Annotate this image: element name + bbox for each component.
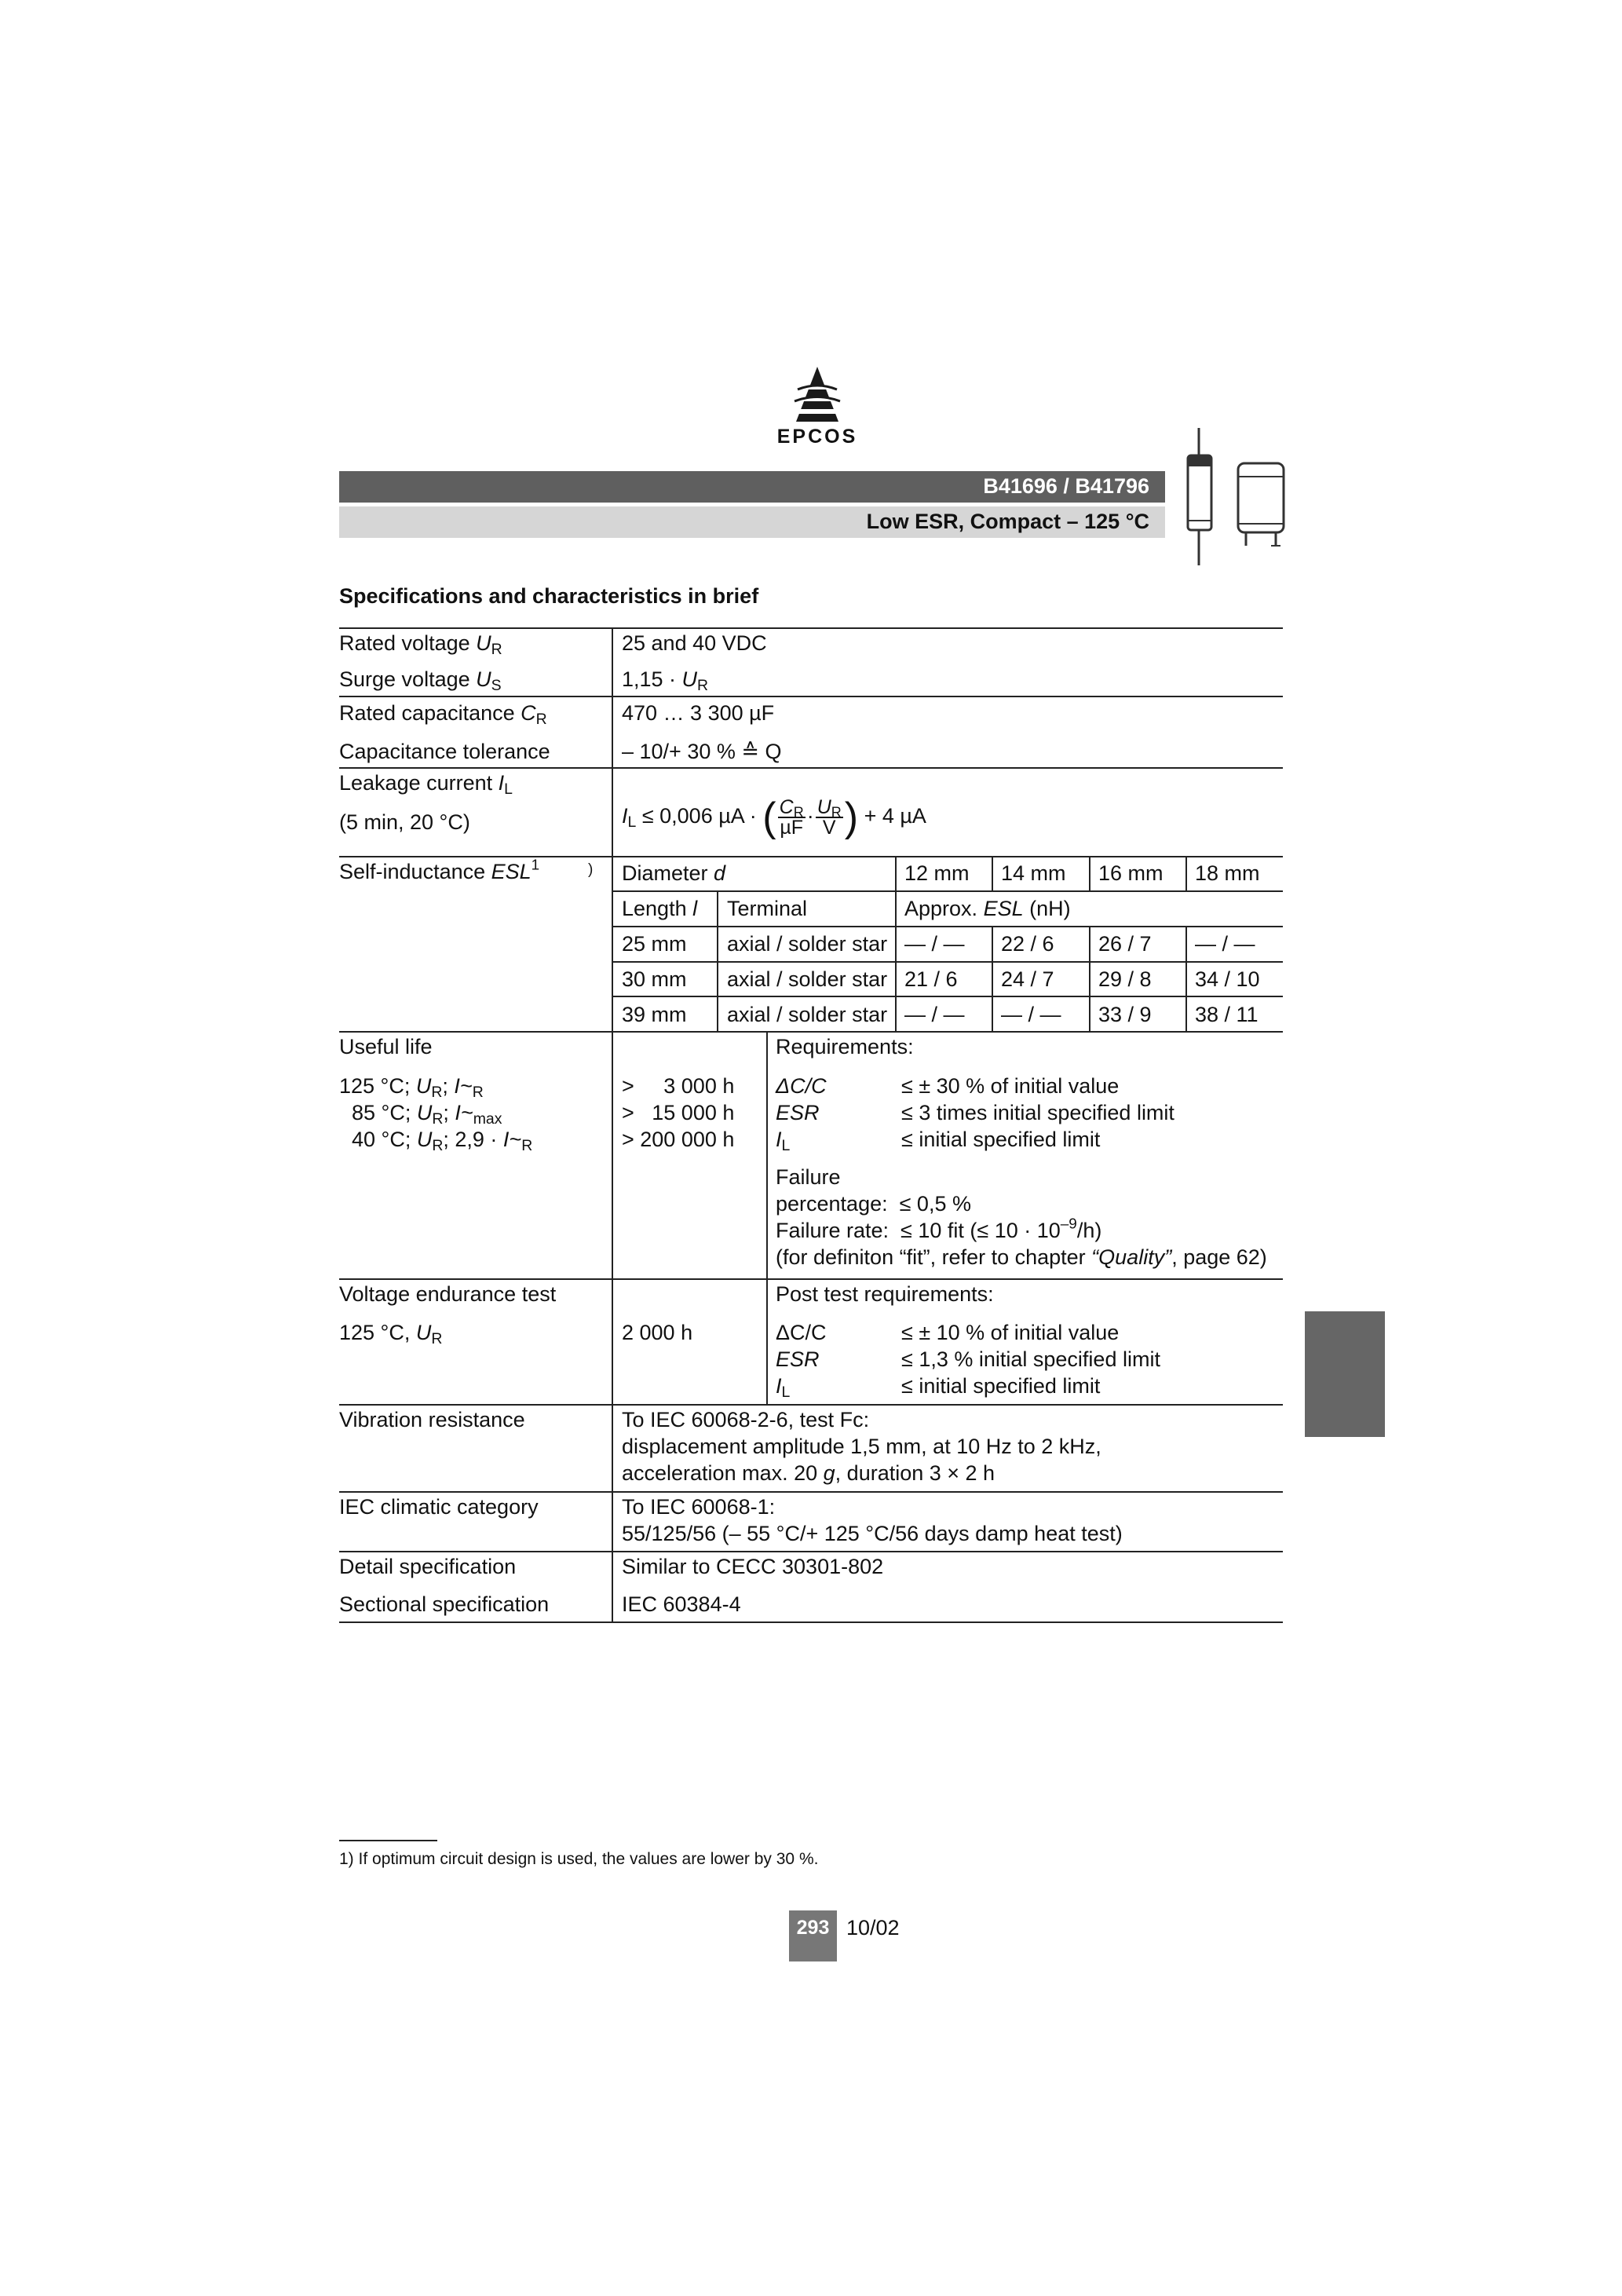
useful-life-condition: 125 °C; $U_R$; $I\sim_R$ [339,1074,484,1101]
epcos-logo-icon [766,363,868,426]
table-cell: — / — [904,932,965,956]
self-inductance-footnote-close: ) [588,861,594,878]
esl-diameter-14: 14 mm [1001,861,1066,885]
page-date: 10/02 [846,1916,900,1940]
voltage-endurance-duration: 2 000 h [622,1321,693,1344]
series-title-bar [339,506,1165,538]
footnote-rule [339,1840,437,1841]
requirement-value: ≤ ± 30 % of initial value [901,1074,1120,1098]
requirement-param: $I_L$ [776,1374,791,1401]
post-test-title: Post test requirements: [776,1282,994,1306]
iec-climatic-line: 55/125/56 (– 55 °C/+ 125 °C/56 days damp heat test) [622,1522,1123,1545]
esl-approx-header: Approx. ESL (nH) [904,897,1071,920]
esl-terminal-header: Terminal [727,897,808,920]
rated-voltage-value: 25 and 40 VDC [622,631,767,655]
capacitance-tolerance-value: – 10/+ 30 % ≙ Q [622,740,782,763]
surge-voltage-label: Surge voltage $U_S$ [339,667,502,694]
useful-life-hours: > 200 000 h [622,1128,735,1151]
detail-spec-label: Detail specification [339,1555,517,1578]
useful-life-hours: > 15 000 h [622,1101,735,1124]
leakage-current-formula: $I_L \le 0,006$ µA · ( $\frac{C_R}{\text{µF}}$ · $\frac{U_R}{V}$ ) + 4 µA [622,794,926,840]
fit-note: (for definiton “fit”, refer to chapter “Quality”, page 62) [776,1245,1267,1269]
table-row-length: 39 mm [622,1003,687,1026]
requirement-param: ESR [776,1101,820,1124]
table-cell: 21 / 6 [904,967,958,991]
failure-label: Failure [776,1165,841,1189]
iec-climatic-line: To IEC 60068-1: [622,1495,776,1519]
requirement-value: ≤ ± 10 % of initial value [901,1321,1120,1344]
series-title: Low ESR, Compact – 125 °C [866,510,1149,533]
requirement-value: ≤ initial specified limit [901,1128,1101,1151]
page-number-box [789,1910,837,1961]
table-cell: 33 / 9 [1098,1003,1152,1026]
failure-rate: Failure rate: ≤ 10 fit (≤ $10 \cdot 10^{-9}/h$) [776,1216,1102,1242]
section-title: Specifications and characteristics in brief [339,584,759,608]
vibration-line: acceleration max. 20 g, duration 3 × 2 h [622,1461,995,1485]
self-inductance-label: Self-inductance ESL$^1$ [339,857,540,883]
vibration-label: Vibration resistance [339,1408,525,1431]
requirement-param: ΔC/C [776,1321,827,1344]
surge-voltage-value: $1,15 \cdot U_R$ [622,667,709,694]
footnote: 1) If optimum circuit design is used, the values are lower by 30 %. [339,1850,819,1868]
table-row-terminal: axial / solder star [727,1003,888,1026]
table-cell: — / — [1001,1003,1061,1026]
table-cell: 26 / 7 [1098,932,1152,956]
table-cell: 22 / 6 [1001,932,1054,956]
table-cell: 24 / 7 [1001,967,1054,991]
capacitor-illustrations [1182,428,1299,565]
leakage-current-condition: (5 min, 20 °C) [339,810,470,834]
rated-capacitance-label: Rated capacitance $C_R$ [339,701,547,728]
table-row-length: 30 mm [622,967,687,991]
requirement-param: ΔC/C [776,1074,827,1098]
part-numbers: B41696 / B41796 [983,474,1149,498]
table-row-length: 25 mm [622,932,687,956]
sectional-spec-label: Sectional specification [339,1592,550,1616]
requirement-param: ESR [776,1347,820,1371]
esl-diameter-header: Diameter d [622,861,726,885]
requirement-value: ≤ initial specified limit [901,1374,1101,1398]
table-cell: 29 / 8 [1098,967,1152,991]
capacitance-tolerance-label: Capacitance tolerance [339,740,550,763]
failure-percentage: percentage: ≤ 0,5 % [776,1192,971,1216]
esl-diameter-18: 18 mm [1195,861,1260,885]
voltage-endurance-condition: 125 °C, $U_R$ [339,1321,443,1347]
leakage-current-label: Leakage current $I_L$ [339,771,513,798]
brand-name: EPCOS [776,426,858,448]
table-cell: — / — [1195,932,1255,956]
useful-life-label: Useful life [339,1035,433,1058]
epcos-logo [766,363,868,457]
vibration-line: To IEC 60068-2-6, test Fc: [622,1408,870,1431]
vibration-line: displacement amplitude 1,5 mm, at 10 Hz to 2 kHz, [622,1435,1101,1458]
detail-spec-value: Similar to CECC 30301-802 [622,1555,884,1578]
esl-diameter-16: 16 mm [1098,861,1164,885]
voltage-endurance-label: Voltage endurance test [339,1282,557,1306]
esl-length-header: Length l [622,897,698,920]
esl-diameter-12: 12 mm [904,861,970,885]
table-row-terminal: axial / solder star [727,967,888,991]
useful-life-condition: 40 °C; $U_R$; $2,9 \cdot I\sim_R$ [352,1128,533,1154]
table-cell: 34 / 10 [1195,967,1260,991]
rated-capacitance-value: 470 … 3 300 µF [622,701,775,725]
sectional-spec-value: IEC 60384-4 [622,1592,741,1616]
table-cell: — / — [904,1003,965,1026]
rated-voltage-label: Rated voltage $U_R$ [339,631,502,658]
requirement-param: $I_L$ [776,1128,791,1154]
useful-life-hours: > 3 000 h [622,1074,735,1098]
useful-life-condition: 85 °C; $U_R$; $I\sim_{max}$ [352,1101,502,1128]
page-number: 293 [796,1917,830,1939]
useful-life-requirements-title: Requirements: [776,1035,914,1058]
table-row-terminal: axial / solder star [727,932,888,956]
capacitor-icon [1182,428,1299,565]
iec-climatic-label: IEC climatic category [339,1495,539,1519]
chapter-tab [1305,1311,1385,1437]
part-number-bar [339,471,1165,503]
requirement-value: ≤ 3 times initial specified limit [901,1101,1174,1124]
table-cell: 38 / 11 [1195,1003,1259,1026]
requirement-value: ≤ 1,3 % initial specified limit [901,1347,1160,1371]
